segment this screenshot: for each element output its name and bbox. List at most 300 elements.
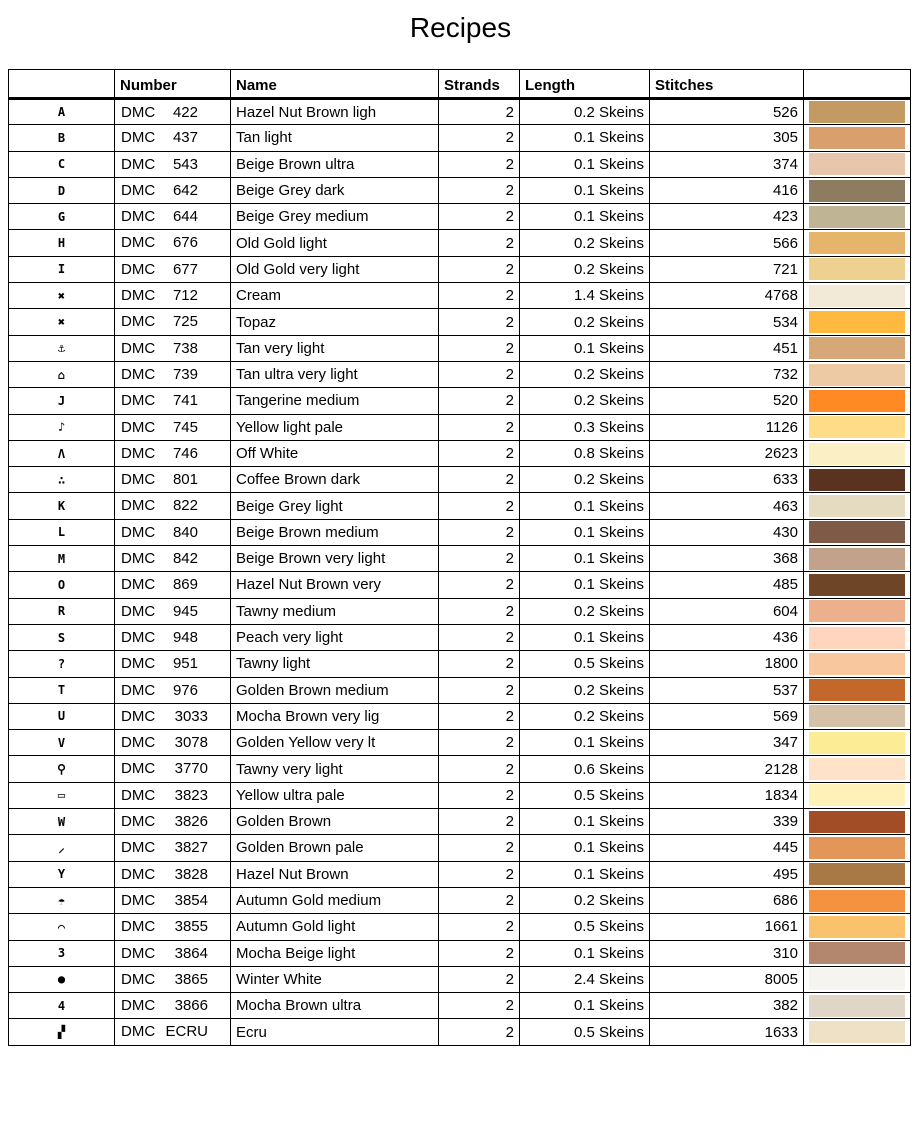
length-cell: 0.2 Skeins <box>520 230 650 256</box>
strands-cell: 2 <box>439 361 520 387</box>
code-label: 3854 <box>174 891 208 909</box>
length-cell: 0.2 Skeins <box>520 361 650 387</box>
number-cell <box>115 730 231 756</box>
color-swatch-cell <box>804 598 911 624</box>
code-label: 3864 <box>174 944 208 962</box>
name-cell: Mocha Brown ultra <box>231 993 439 1019</box>
length-cell: 2.4 Skeins <box>520 966 650 992</box>
length-cell: 0.1 Skeins <box>520 730 650 756</box>
code-label: 3865 <box>174 970 208 988</box>
stitches-cell: 569 <box>650 703 804 729</box>
code-label: 801 <box>172 471 198 489</box>
symbol-cell: G <box>9 204 115 230</box>
length-cell: 0.1 Skeins <box>520 835 650 861</box>
name-cell: Mocha Beige light <box>231 940 439 966</box>
code-label: 951 <box>172 655 198 673</box>
strands-cell: 2 <box>439 782 520 808</box>
stitches-cell: 633 <box>650 467 804 493</box>
page-title: Recipes <box>409 12 512 43</box>
color-swatch <box>809 521 905 543</box>
color-swatch <box>809 758 905 780</box>
number-cell <box>115 756 231 782</box>
table-row <box>9 572 911 598</box>
color-swatch-cell <box>804 966 911 992</box>
number-cell <box>115 914 231 940</box>
name-cell: Tan light <box>231 125 439 151</box>
symbol-cell: ? <box>9 651 115 677</box>
length-cell: 0.5 Skeins <box>520 1019 650 1045</box>
brand-label: DMC <box>121 576 156 594</box>
table-row <box>9 204 911 230</box>
number-cell <box>115 177 231 203</box>
length-cell: 0.1 Skeins <box>520 572 650 598</box>
color-swatch-cell <box>804 309 911 335</box>
brand-label: DMC <box>121 602 156 620</box>
stitches-cell: 526 <box>650 99 804 125</box>
code-label: 745 <box>172 418 198 436</box>
color-swatch <box>809 285 905 307</box>
color-swatch <box>809 232 905 254</box>
stitches-cell: 8005 <box>650 966 804 992</box>
strands-cell: 2 <box>439 335 520 361</box>
name-cell: Beige Grey dark <box>231 177 439 203</box>
strands-cell: 2 <box>439 1019 520 1045</box>
color-swatch-cell <box>804 125 911 151</box>
brand-label: DMC <box>121 760 156 778</box>
stitches-cell: 1126 <box>650 414 804 440</box>
strands-cell: 2 <box>439 546 520 572</box>
symbol-cell: ∴ <box>9 467 115 493</box>
color-swatch <box>809 495 905 517</box>
stitches-cell: 374 <box>650 151 804 177</box>
length-cell: 0.1 Skeins <box>520 624 650 650</box>
color-swatch <box>809 548 905 570</box>
number-cell <box>115 546 231 572</box>
symbol-cell: ♪ <box>9 414 115 440</box>
brand-label: DMC <box>121 970 156 988</box>
color-swatch-cell <box>804 993 911 1019</box>
color-swatch-cell <box>804 230 911 256</box>
color-swatch <box>809 916 905 938</box>
symbol-cell: ▞ <box>9 1019 115 1045</box>
number-cell <box>115 99 231 125</box>
strands-cell: 2 <box>439 204 520 230</box>
table-row <box>9 125 911 151</box>
stitches-cell: 2623 <box>650 440 804 466</box>
strands-cell: 2 <box>439 730 520 756</box>
color-swatch-cell <box>804 835 911 861</box>
strands-cell: 2 <box>439 256 520 282</box>
code-label: 822 <box>172 497 198 515</box>
color-swatch-cell <box>804 703 911 729</box>
length-cell: 0.2 Skeins <box>520 598 650 624</box>
symbol-cell: ✖ <box>9 283 115 309</box>
code-label: 976 <box>172 681 198 699</box>
stitches-cell: 463 <box>650 493 804 519</box>
table-row <box>9 730 911 756</box>
name-cell: Golden Brown medium <box>231 677 439 703</box>
name-cell: Tawny light <box>231 651 439 677</box>
symbol-cell: U <box>9 703 115 729</box>
brand-label: DMC <box>121 550 156 568</box>
color-swatch-cell <box>804 151 911 177</box>
name-cell: Beige Grey light <box>231 493 439 519</box>
number-cell <box>115 440 231 466</box>
length-cell: 0.6 Skeins <box>520 756 650 782</box>
table-row <box>9 993 911 1019</box>
brand-label: DMC <box>121 234 156 252</box>
strands-cell: 2 <box>439 887 520 913</box>
strands-cell: 2 <box>439 624 520 650</box>
stitches-cell: 485 <box>650 572 804 598</box>
code-label: 3826 <box>174 813 208 831</box>
symbol-cell: 4 <box>9 993 115 1019</box>
color-swatch <box>809 863 905 885</box>
brand-label: DMC <box>121 313 156 331</box>
color-swatch <box>809 811 905 833</box>
length-cell: 0.1 Skeins <box>520 861 650 887</box>
code-label: 738 <box>172 339 198 357</box>
table-row <box>9 835 911 861</box>
number-cell <box>115 204 231 230</box>
number-cell <box>115 256 231 282</box>
name-cell: Tan very light <box>231 335 439 361</box>
length-cell: 0.5 Skeins <box>520 782 650 808</box>
brand-label: DMC <box>121 786 156 804</box>
brand-label: DMC <box>121 392 156 410</box>
table-row <box>9 966 911 992</box>
length-cell: 0.1 Skeins <box>520 940 650 966</box>
header-name: Name <box>231 70 439 99</box>
symbol-cell: ☂ <box>9 887 115 913</box>
strands-cell: 2 <box>439 572 520 598</box>
brand-label: DMC <box>121 813 156 831</box>
number-cell <box>115 230 231 256</box>
color-swatch-cell <box>804 651 911 677</box>
number-cell <box>115 1019 231 1045</box>
strands-cell: 2 <box>439 914 520 940</box>
brand-label: DMC <box>121 365 156 383</box>
table-row <box>9 361 911 387</box>
length-cell: 0.1 Skeins <box>520 151 650 177</box>
color-swatch-cell <box>804 361 911 387</box>
brand-label: DMC <box>121 523 156 541</box>
code-label: ECRU <box>165 1023 208 1041</box>
name-cell: Peach very light <box>231 624 439 650</box>
number-cell <box>115 309 231 335</box>
stitches-cell: 520 <box>650 388 804 414</box>
number-cell <box>115 519 231 545</box>
strands-cell: 2 <box>439 677 520 703</box>
color-swatch <box>809 574 905 596</box>
name-cell: Autumn Gold medium <box>231 887 439 913</box>
stitches-cell: 310 <box>650 940 804 966</box>
color-swatch <box>809 416 905 438</box>
table-row <box>9 651 911 677</box>
color-swatch <box>809 837 905 859</box>
brand-label: DMC <box>121 339 156 357</box>
color-swatch-cell <box>804 440 911 466</box>
strands-cell: 2 <box>439 414 520 440</box>
header-stitches: Stitches <box>650 70 804 99</box>
number-cell <box>115 782 231 808</box>
color-swatch-cell <box>804 730 911 756</box>
brand-label: DMC <box>121 497 156 515</box>
color-swatch <box>809 732 905 754</box>
strands-cell: 2 <box>439 440 520 466</box>
color-swatch-cell <box>804 493 911 519</box>
symbol-cell: R <box>9 598 115 624</box>
stitches-cell: 368 <box>650 546 804 572</box>
color-swatch <box>809 206 905 228</box>
color-swatch-cell <box>804 940 911 966</box>
color-swatch <box>809 968 905 990</box>
name-cell: Golden Brown <box>231 809 439 835</box>
stitches-cell: 430 <box>650 519 804 545</box>
brand-label: DMC <box>121 655 156 673</box>
header-length: Length <box>520 70 650 99</box>
name-cell: Autumn Gold light <box>231 914 439 940</box>
brand-label: DMC <box>121 418 156 436</box>
table-row <box>9 887 911 913</box>
length-cell: 0.2 Skeins <box>520 467 650 493</box>
symbol-cell: ⌂ <box>9 361 115 387</box>
number-cell <box>115 835 231 861</box>
color-swatch-cell <box>804 861 911 887</box>
stitches-cell: 1661 <box>650 914 804 940</box>
table-body <box>9 99 911 1046</box>
brand-label: DMC <box>121 260 156 278</box>
code-label: 741 <box>172 392 198 410</box>
length-cell: 0.2 Skeins <box>520 677 650 703</box>
length-cell: 0.1 Skeins <box>520 335 650 361</box>
color-swatch <box>809 1021 905 1043</box>
stitches-cell: 305 <box>650 125 804 151</box>
code-label: 3866 <box>174 997 208 1015</box>
recipes-table <box>8 69 911 1046</box>
table-row <box>9 546 911 572</box>
length-cell: 0.2 Skeins <box>520 99 650 125</box>
color-swatch <box>809 153 905 175</box>
strands-cell: 2 <box>439 230 520 256</box>
symbol-cell: 3 <box>9 940 115 966</box>
stitches-cell: 1834 <box>650 782 804 808</box>
name-cell: Golden Yellow very lt <box>231 730 439 756</box>
symbol-cell: Λ <box>9 440 115 466</box>
name-cell: Tawny medium <box>231 598 439 624</box>
code-label: 644 <box>172 208 198 226</box>
color-swatch <box>809 784 905 806</box>
symbol-cell: V <box>9 730 115 756</box>
table-row <box>9 861 911 887</box>
length-cell: 0.2 Skeins <box>520 256 650 282</box>
length-cell: 0.2 Skeins <box>520 887 650 913</box>
symbol-cell: ● <box>9 966 115 992</box>
symbol-cell: T <box>9 677 115 703</box>
name-cell: Yellow ultra pale <box>231 782 439 808</box>
color-swatch <box>809 942 905 964</box>
length-cell: 1.4 Skeins <box>520 283 650 309</box>
code-label: 712 <box>172 287 198 305</box>
strands-cell: 2 <box>439 756 520 782</box>
brand-label: DMC <box>121 1023 156 1041</box>
number-cell <box>115 703 231 729</box>
table-row <box>9 756 911 782</box>
stitches-cell: 566 <box>650 230 804 256</box>
color-swatch-cell <box>804 809 911 835</box>
number-cell <box>115 993 231 1019</box>
color-swatch-cell <box>804 414 911 440</box>
code-label: 677 <box>172 260 198 278</box>
code-label: 3855 <box>174 918 208 936</box>
number-cell <box>115 624 231 650</box>
symbol-cell: ⚓ <box>9 335 115 361</box>
color-swatch-cell <box>804 1019 911 1045</box>
name-cell: Tangerine medium <box>231 388 439 414</box>
strands-cell: 2 <box>439 598 520 624</box>
stitches-cell: 436 <box>650 624 804 650</box>
code-label: 840 <box>172 523 198 541</box>
strands-cell: 2 <box>439 966 520 992</box>
color-swatch-cell <box>804 624 911 650</box>
table-row <box>9 624 911 650</box>
table-row <box>9 283 911 309</box>
strands-cell: 2 <box>439 388 520 414</box>
strands-cell: 2 <box>439 809 520 835</box>
code-label: 948 <box>172 628 198 646</box>
stitches-cell: 1800 <box>650 651 804 677</box>
name-cell: Yellow light pale <box>231 414 439 440</box>
stitches-cell: 4768 <box>650 283 804 309</box>
length-cell: 0.2 Skeins <box>520 703 650 729</box>
number-cell <box>115 388 231 414</box>
table-row <box>9 703 911 729</box>
code-label: 746 <box>172 444 198 462</box>
header-color <box>804 70 911 99</box>
strands-cell: 2 <box>439 519 520 545</box>
color-swatch-cell <box>804 677 911 703</box>
name-cell: Hazel Nut Brown <box>231 861 439 887</box>
strands-cell: 2 <box>439 283 520 309</box>
number-cell <box>115 887 231 913</box>
number-cell <box>115 809 231 835</box>
stitches-cell: 604 <box>650 598 804 624</box>
code-label: 642 <box>172 181 198 199</box>
name-cell: Old Gold very light <box>231 256 439 282</box>
number-cell <box>115 361 231 387</box>
brand-label: DMC <box>121 944 156 962</box>
name-cell: Topaz <box>231 309 439 335</box>
table-row <box>9 335 911 361</box>
code-label: 945 <box>172 602 198 620</box>
stitches-cell: 339 <box>650 809 804 835</box>
color-swatch-cell <box>804 283 911 309</box>
color-swatch <box>809 364 905 386</box>
code-label: 3770 <box>174 760 208 778</box>
color-swatch-cell <box>804 887 911 913</box>
symbol-cell: ✖ <box>9 309 115 335</box>
table-row <box>9 230 911 256</box>
table-row <box>9 99 911 125</box>
number-cell <box>115 966 231 992</box>
brand-label: DMC <box>121 444 156 462</box>
color-swatch-cell <box>804 99 911 125</box>
code-label: 3823 <box>174 786 208 804</box>
strands-cell: 2 <box>439 309 520 335</box>
table-row <box>9 782 911 808</box>
stitches-cell: 2128 <box>650 756 804 782</box>
symbol-cell: M <box>9 546 115 572</box>
color-swatch-cell <box>804 914 911 940</box>
symbol-cell: ▭ <box>9 782 115 808</box>
length-cell: 0.2 Skeins <box>520 388 650 414</box>
name-cell: Cream <box>231 283 439 309</box>
name-cell: Beige Brown ultra <box>231 151 439 177</box>
stitches-cell: 382 <box>650 993 804 1019</box>
table-row <box>9 1019 911 1045</box>
length-cell: 0.3 Skeins <box>520 414 650 440</box>
strands-cell: 2 <box>439 651 520 677</box>
code-label: 437 <box>172 129 198 147</box>
number-cell <box>115 335 231 361</box>
name-cell: Old Gold light <box>231 230 439 256</box>
brand-label: DMC <box>121 287 156 305</box>
symbol-cell: S <box>9 624 115 650</box>
strands-cell: 2 <box>439 125 520 151</box>
color-swatch <box>809 627 905 649</box>
brand-label: DMC <box>121 181 156 199</box>
strands-cell: 2 <box>439 835 520 861</box>
color-swatch <box>809 705 905 727</box>
table-row <box>9 519 911 545</box>
stitches-cell: 445 <box>650 835 804 861</box>
color-swatch <box>809 101 905 123</box>
table-row <box>9 256 911 282</box>
code-label: 3078 <box>174 734 208 752</box>
symbol-cell: O <box>9 572 115 598</box>
table-row <box>9 467 911 493</box>
symbol-cell: C <box>9 151 115 177</box>
length-cell: 0.1 Skeins <box>520 993 650 1019</box>
brand-label: DMC <box>121 865 156 883</box>
name-cell: Beige Grey medium <box>231 204 439 230</box>
header-symbol <box>9 70 115 99</box>
symbol-cell: W <box>9 809 115 835</box>
table-row <box>9 177 911 203</box>
color-swatch-cell <box>804 256 911 282</box>
color-swatch-cell <box>804 756 911 782</box>
header-strands: Strands <box>439 70 520 99</box>
name-cell: Golden Brown pale <box>231 835 439 861</box>
code-label: 725 <box>172 313 198 331</box>
header-number: Number <box>115 70 231 99</box>
brand-label: DMC <box>121 734 156 752</box>
code-label: 543 <box>172 155 198 173</box>
color-swatch <box>809 311 905 333</box>
length-cell: 0.1 Skeins <box>520 493 650 519</box>
brand-label: DMC <box>121 628 156 646</box>
name-cell: Beige Brown medium <box>231 519 439 545</box>
code-label: 739 <box>172 365 198 383</box>
symbol-cell: D <box>9 177 115 203</box>
brand-label: DMC <box>121 104 156 121</box>
table-row <box>9 414 911 440</box>
strands-cell: 2 <box>439 993 520 1019</box>
length-cell: 0.2 Skeins <box>520 309 650 335</box>
table-row <box>9 493 911 519</box>
color-swatch <box>809 890 905 912</box>
color-swatch <box>809 258 905 280</box>
